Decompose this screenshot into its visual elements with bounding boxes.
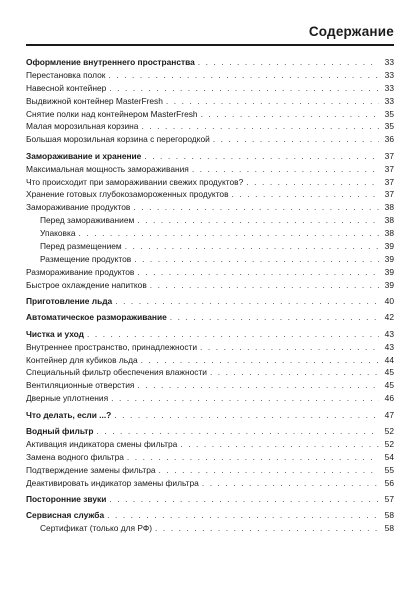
toc-page-number: 33 xyxy=(384,69,394,80)
toc-page-number: 37 xyxy=(384,163,394,174)
toc-entry-label: Навесной контейнер xyxy=(26,82,107,93)
toc-page-number: 39 xyxy=(384,266,394,277)
toc-dot-leader xyxy=(144,150,379,163)
toc-entry-label: Что происходит при замораживании свежих продуктов? xyxy=(26,176,244,187)
toc-entry-row[interactable] xyxy=(26,133,394,146)
toc-entry-label: Быстрое охлаждение напитков xyxy=(26,279,147,290)
toc-entry-row[interactable] xyxy=(26,392,394,405)
toc-entry-row[interactable] xyxy=(26,95,394,108)
toc-entry-row[interactable] xyxy=(26,82,394,95)
toc-page-number: 38 xyxy=(384,228,394,239)
toc-page-number: 37 xyxy=(384,189,394,200)
toc-entry-label: Посторонние звуки xyxy=(26,494,107,504)
toc-dot-leader xyxy=(111,392,379,405)
toc-section-row[interactable] xyxy=(26,295,394,308)
toc-page-number: 38 xyxy=(384,215,394,226)
toc-page-number: 35 xyxy=(384,108,394,119)
toc-entry-row[interactable] xyxy=(26,366,394,379)
toc-dot-leader xyxy=(166,95,379,108)
toc-dot-leader xyxy=(125,240,379,253)
page-header xyxy=(26,22,394,46)
toc-dot-leader xyxy=(213,133,379,146)
toc-section-row[interactable] xyxy=(26,409,394,422)
toc-dot-leader xyxy=(137,214,379,227)
toc-entry-label: Размещение продуктов xyxy=(40,253,132,264)
toc-dot-leader xyxy=(134,253,379,266)
toc-entry-label: Выдвижной контейнер MasterFresh xyxy=(26,95,163,106)
toc-page-number: 57 xyxy=(384,494,394,504)
toc-dot-leader xyxy=(246,176,379,189)
toc-dot-leader xyxy=(201,108,379,121)
toc-dot-leader xyxy=(137,266,379,279)
toc-entry-label: Замораживание и хранение xyxy=(26,150,142,161)
toc-entry-label: Замена водного фильтра xyxy=(26,451,124,462)
toc-dot-leader xyxy=(170,311,379,324)
toc-section-row[interactable] xyxy=(26,150,394,163)
toc-section-row[interactable] xyxy=(26,56,394,69)
toc-page-number: 58 xyxy=(384,510,394,521)
toc-section-row[interactable] xyxy=(26,509,394,522)
toc-page-number: 58 xyxy=(384,523,394,534)
toc-dot-leader xyxy=(155,522,379,535)
toc-entry-label: Максимальная мощность замораживания xyxy=(26,163,189,174)
toc-dot-leader xyxy=(108,69,379,82)
toc-entry-row[interactable] xyxy=(26,176,394,189)
toc-entry-row[interactable] xyxy=(26,522,394,535)
toc-page-number: 38 xyxy=(384,202,394,213)
toc-entry-row[interactable] xyxy=(26,354,394,367)
toc-entry-label: Активация индикатора смены фильтра xyxy=(26,438,178,449)
toc-dot-leader xyxy=(141,120,379,133)
toc-entry-row[interactable] xyxy=(26,279,394,292)
table-of-contents xyxy=(26,56,394,535)
toc-entry-label: Подтверждение замены фильтра xyxy=(26,464,156,475)
toc-page-number: 46 xyxy=(384,393,394,404)
toc-entry-label: Вентиляционные отверстия xyxy=(26,380,135,391)
toc-entry-label: Перед замораживанием xyxy=(40,215,135,226)
toc-entry-label: Сервисная служба xyxy=(26,510,105,521)
toc-entry-label: Малая морозильная корзина xyxy=(26,121,139,132)
toc-entry-row[interactable] xyxy=(26,214,394,227)
toc-page-number: 52 xyxy=(384,438,394,449)
toc-dot-leader xyxy=(109,493,379,506)
toc-entry-row[interactable] xyxy=(26,266,394,279)
toc-page-number: 47 xyxy=(384,409,394,420)
toc-entry-row[interactable] xyxy=(26,438,394,451)
toc-dot-leader xyxy=(115,295,379,308)
toc-entry-row[interactable] xyxy=(26,201,394,214)
toc-dot-leader xyxy=(180,438,379,451)
toc-entry-label: Размораживание продуктов xyxy=(26,266,135,277)
toc-page-number: 43 xyxy=(384,328,394,339)
toc-entry-row[interactable] xyxy=(26,120,394,133)
toc-entry-label: Специальный фильтр обеспечения влажности xyxy=(26,367,207,378)
page-title: Содержание xyxy=(308,24,394,39)
toc-entry-label: Деактивировать индикатор замены фильтра xyxy=(26,477,199,488)
toc-entry-label: Упаковка xyxy=(40,228,76,239)
toc-page-number: 56 xyxy=(384,477,394,488)
toc-entry-row[interactable] xyxy=(26,188,394,201)
toc-dot-leader xyxy=(109,82,379,95)
toc-entry-label: Большая морозильная корзина с перегородкой xyxy=(26,134,210,145)
toc-entry-label: Сертификат (только для РФ) xyxy=(40,523,153,534)
toc-entry-label: Приготовление льда xyxy=(26,296,113,307)
toc-dot-leader xyxy=(114,409,379,422)
toc-section-row[interactable] xyxy=(26,425,394,438)
toc-page-number: 45 xyxy=(384,380,394,391)
toc-entry-row[interactable] xyxy=(26,163,394,176)
toc-page-number: 54 xyxy=(384,451,394,462)
toc-entry-label: Замораживание продуктов xyxy=(26,202,131,213)
toc-entry-label: Снятие полки над контейнером MasterFresh xyxy=(26,108,198,119)
toc-entry-label: Автоматическое размораживание xyxy=(26,312,167,323)
toc-page-number: 45 xyxy=(384,367,394,378)
toc-dot-leader xyxy=(202,477,379,490)
toc-page-number: 44 xyxy=(384,354,394,365)
toc-entry-label: Контейнер для кубиков льда xyxy=(26,354,138,365)
toc-dot-leader xyxy=(133,201,379,214)
toc-dot-leader xyxy=(107,509,379,522)
toc-section-row[interactable] xyxy=(26,493,394,506)
toc-dot-leader xyxy=(232,188,379,201)
toc-page-number: 39 xyxy=(384,240,394,251)
toc-entry-row[interactable] xyxy=(26,379,394,392)
toc-page-number: 40 xyxy=(384,296,394,307)
toc-entry-label: Хранение готовых глубокозамороженных продуктов xyxy=(26,189,229,200)
toc-dot-leader xyxy=(198,56,379,69)
toc-page-number: 55 xyxy=(384,464,394,475)
toc-page-number: 33 xyxy=(384,57,394,67)
toc-dot-leader xyxy=(137,379,379,392)
toc-dot-leader xyxy=(127,451,379,464)
toc-entry-label: Дверные уплотнения xyxy=(26,393,109,404)
toc-section-row[interactable] xyxy=(26,311,394,324)
toc-page-number: 43 xyxy=(384,341,394,352)
toc-entry-label: Перед размещением xyxy=(40,240,122,251)
toc-entry-label: Водный фильтр xyxy=(26,426,94,437)
toc-page-number: 52 xyxy=(384,426,394,437)
toc-dot-leader xyxy=(141,354,379,367)
toc-entry-row[interactable] xyxy=(26,253,394,266)
toc-entry-row[interactable] xyxy=(26,341,394,354)
toc-dot-leader xyxy=(210,366,379,379)
toc-entry-label: Внутреннее пространство, принадлежности xyxy=(26,341,198,352)
toc-entry-row[interactable] xyxy=(26,451,394,464)
toc-dot-leader xyxy=(96,425,379,438)
toc-entry-label: Перестановка полок xyxy=(26,69,106,80)
toc-entry-label: Что делать, если ...? xyxy=(26,409,112,420)
toc-entry-row[interactable] xyxy=(26,108,394,121)
toc-dot-leader xyxy=(200,341,379,354)
toc-page-number: 33 xyxy=(384,95,394,106)
toc-dot-leader xyxy=(150,279,379,292)
toc-entry-row[interactable] xyxy=(26,477,394,490)
toc-page-number: 36 xyxy=(384,134,394,145)
toc-entry-label: Чистка и уход xyxy=(26,328,84,339)
toc-dot-leader xyxy=(87,328,379,341)
toc-page-number: 35 xyxy=(384,121,394,132)
toc-page-number: 42 xyxy=(384,312,394,323)
toc-dot-leader xyxy=(159,464,379,477)
toc-page-number: 33 xyxy=(384,82,394,93)
toc-page-number: 37 xyxy=(384,176,394,187)
toc-entry-row[interactable] xyxy=(26,464,394,477)
toc-dot-leader xyxy=(192,163,379,176)
toc-entry-row[interactable] xyxy=(26,227,394,240)
toc-section-row[interactable] xyxy=(26,328,394,341)
toc-page-number: 39 xyxy=(384,279,394,290)
toc-page-number: 39 xyxy=(384,253,394,264)
toc-entry-row[interactable] xyxy=(26,240,394,253)
toc-entry-label: Оформление внутреннего пространства xyxy=(26,57,195,67)
toc-entry-row[interactable] xyxy=(26,69,394,82)
toc-dot-leader xyxy=(79,227,379,240)
toc-page-number: 37 xyxy=(384,150,394,161)
